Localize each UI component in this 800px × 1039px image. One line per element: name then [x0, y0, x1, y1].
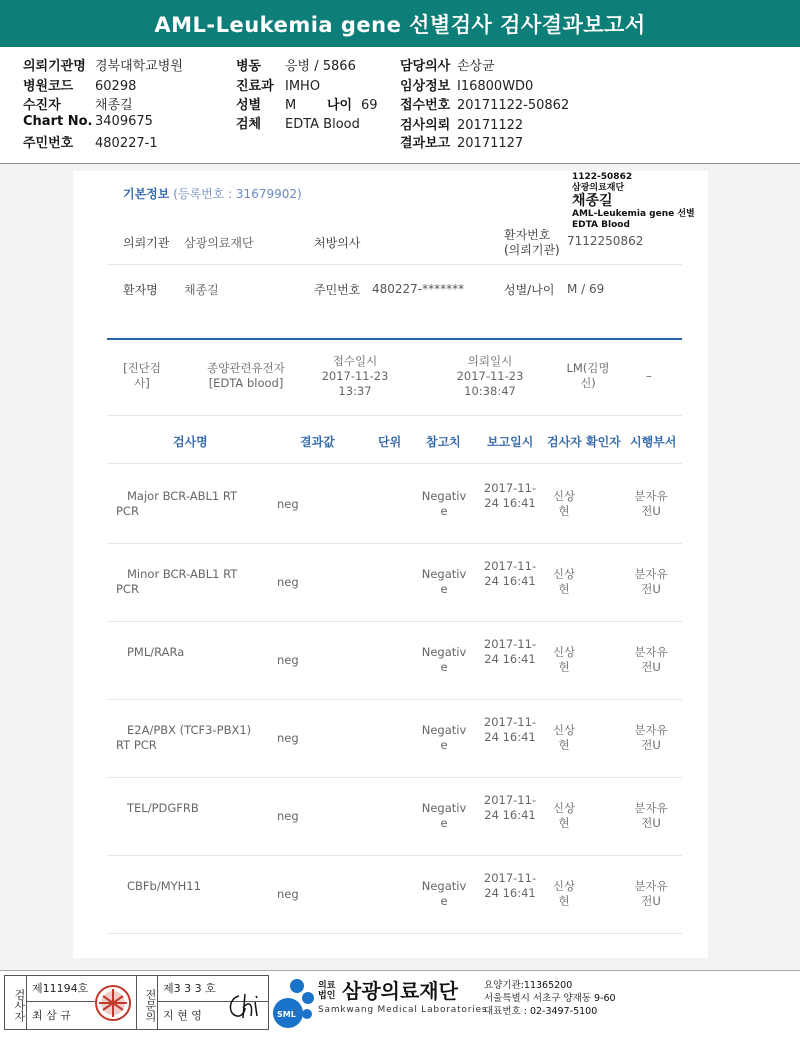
tester-name: 신상현	[552, 801, 576, 830]
specialist-label: 전문의	[136, 976, 158, 1029]
received-label: 접수일시	[332, 354, 378, 368]
header-value: 응병 / 5866	[285, 59, 356, 74]
header-row	[400, 75, 533, 94]
section-divider	[107, 338, 682, 340]
reference-value: Negative	[421, 879, 467, 908]
header-row	[236, 113, 360, 132]
age-label: 나이	[327, 98, 353, 113]
header-row	[400, 94, 569, 113]
requested-label: 의뢰일시	[467, 354, 513, 368]
org-name: 삼광의료재단	[342, 979, 458, 1003]
header-row	[23, 94, 133, 113]
order-test: 종양관련유전자[EDTA blood]	[207, 361, 285, 390]
order-received	[314, 354, 396, 399]
header-label: 수진자	[23, 98, 61, 113]
col-header-reference: 참고치	[426, 435, 461, 449]
institution-value: 삼광의료재단	[184, 236, 254, 250]
reference-value: Negative	[421, 489, 467, 518]
header-row	[400, 114, 523, 133]
report-date: 2017-11-24 16:41	[483, 559, 537, 588]
header-value: I16800WD0	[457, 79, 534, 94]
report-date: 2017-11-24 16:41	[483, 481, 537, 510]
header-value: IMHO	[285, 79, 321, 94]
requested-value: 2017-11-23 10:38:47	[456, 369, 524, 398]
test-name: Major BCR-ABL1 RT PCR	[116, 489, 238, 518]
test-name: PML/RARa	[127, 645, 185, 659]
tester-name: 신상현	[552, 723, 576, 752]
specialist-license: 제3 3 3 호	[158, 976, 268, 1002]
test-name: E2A/PBX (TCF3-PBX1) RT PCR	[116, 723, 252, 752]
col-header-report-date: 보고일시	[487, 435, 534, 449]
divider	[107, 415, 682, 416]
reference-value: Negative	[421, 645, 467, 674]
order-doctor: LM(김명신)	[566, 361, 610, 390]
department: 분자유전U	[634, 879, 668, 908]
header-label: 검체	[236, 117, 262, 132]
order-type: [진단검사]	[123, 361, 161, 390]
rrn-label: 주민번호	[314, 283, 361, 297]
reference-value: Negative	[421, 567, 467, 596]
header-label: 병원코드	[23, 79, 74, 94]
header-label: 접수번호	[400, 98, 451, 113]
col-header-confirmer: 확인자	[586, 435, 621, 449]
report-date: 2017-11-24 16:41	[483, 637, 537, 666]
tester-name: 최 삼 규	[32, 1009, 71, 1022]
row-divider	[107, 777, 682, 778]
result-value: neg	[277, 731, 299, 745]
order-requested	[434, 354, 546, 399]
col-header-tester: 검사자	[547, 435, 582, 449]
patient-name-value: 채종길	[184, 283, 219, 297]
header-row	[23, 132, 158, 151]
header-label: Chart No.	[23, 114, 93, 129]
sml-logo	[270, 977, 318, 1035]
department: 분자유전U	[634, 645, 668, 674]
header-label: 담당의사	[400, 59, 451, 74]
row-divider	[107, 855, 682, 856]
header-value: 경북대학교병원	[95, 59, 183, 74]
basic-info-heading	[123, 185, 302, 202]
tester-name: 신상현	[552, 645, 576, 674]
header-value: M	[285, 98, 297, 113]
institution-code: 요양기관:11365200	[484, 980, 573, 991]
doctor-label: 처방의사	[314, 236, 361, 250]
patient-name-label: 환자명	[123, 283, 158, 297]
report-footer	[0, 970, 800, 1039]
header-row	[400, 55, 495, 74]
result-value: neg	[277, 809, 299, 823]
header-row	[236, 75, 320, 94]
reference-value: Negative	[421, 723, 467, 752]
header-value: EDTA Blood	[285, 117, 360, 132]
header-value: 480227-1	[95, 136, 158, 151]
header-value: 손상균	[457, 59, 495, 74]
patient-no-sublabel: (의뢰기관)	[504, 243, 560, 257]
sex-age-label: 성별/나이	[504, 283, 555, 297]
header-row	[23, 75, 136, 94]
tester-label: 검사자	[5, 976, 27, 1029]
specialist-name: 지 현 영	[163, 1009, 202, 1022]
specialist-signature	[223, 990, 265, 1028]
header-row	[236, 55, 356, 74]
rrn-value: 480227-*******	[372, 282, 465, 296]
registration-number: (등록번호 : 31679902)	[173, 187, 302, 201]
result-value: neg	[277, 497, 299, 511]
org-prefix-1: 의료	[318, 981, 336, 991]
sticker-test: AML-Leukemia gene 선별	[572, 209, 695, 219]
tester-name: 신상현	[552, 879, 576, 908]
col-header-result: 결과값	[300, 435, 335, 449]
header-label: 의뢰기관명	[23, 59, 86, 74]
test-name: TEL/PDGFRB	[127, 801, 199, 815]
sticker-org: 삼광의료재단	[572, 182, 625, 193]
tester-license: 제11194호	[27, 976, 95, 1002]
org-address: 서울특별시 서초구 양재동 9-60	[484, 993, 616, 1004]
header-label: 주민번호	[23, 136, 74, 151]
department: 분자유전U	[634, 723, 668, 752]
header-row	[400, 132, 523, 151]
tester-seal	[93, 984, 133, 1026]
header-label: 병동	[236, 59, 262, 74]
header-value: 20171127	[457, 136, 524, 151]
age-value: 69	[361, 98, 378, 113]
report-header	[0, 48, 800, 164]
tester-name: 신상현	[552, 489, 576, 518]
header-label: 진료과	[236, 79, 274, 94]
row-divider	[107, 543, 682, 544]
header-value: 3409675	[95, 114, 153, 129]
header-value: 20171122-50862	[457, 98, 570, 113]
department: 분자유전U	[634, 567, 668, 596]
report-date: 2017-11-24 16:41	[483, 715, 537, 744]
patient-no-label: 환자번호	[504, 228, 551, 242]
sex-age-value: M / 69	[567, 282, 605, 296]
row-divider	[107, 933, 682, 934]
test-name: Minor BCR-ABL1 RT PCR	[116, 567, 238, 596]
org-english-name: Samkwang Medical Laboratories	[318, 1005, 488, 1015]
header-label: 결과보고	[400, 136, 451, 151]
order-dash: –	[646, 369, 652, 383]
patient-no-value: 7112250862	[567, 234, 644, 248]
col-header-department: 시행부서	[630, 435, 677, 449]
result-value: neg	[277, 653, 299, 667]
logo-text: SML	[277, 1010, 296, 1019]
sticker-specimen: EDTA Blood	[572, 219, 630, 230]
specimen-sticker	[572, 172, 695, 230]
header-value: 20171122	[457, 118, 524, 133]
org-phone: 대표번호 : 02-3497-5100	[484, 1006, 598, 1017]
reference-value: Negative	[421, 801, 467, 830]
org-prefix	[318, 981, 335, 1001]
report-date: 2017-11-24 16:41	[483, 793, 537, 822]
test-name: CBFb/MYH11	[127, 879, 201, 893]
col-header-test: 검사명	[173, 435, 208, 449]
row-divider	[107, 699, 682, 700]
header-label: 성별	[236, 98, 262, 113]
header-value: 60298	[95, 79, 137, 94]
row-divider	[107, 621, 682, 622]
header-row	[23, 114, 153, 129]
divider	[107, 463, 682, 464]
report-date: 2017-11-24 16:41	[483, 871, 537, 900]
col-header-unit: 단위	[378, 435, 402, 449]
basic-info-title: 기본정보	[123, 187, 170, 201]
header-value: 채종길	[95, 98, 133, 113]
sticker-name: 채종길	[572, 193, 613, 209]
result-value: neg	[277, 887, 299, 901]
org-contact	[484, 979, 616, 1018]
sticker-accession: 1122-50862	[572, 172, 633, 182]
report-title: AML-Leukemia gene 선별검사 검사결과보고서	[0, 0, 800, 47]
received-value: 2017-11-23 13:37	[321, 369, 389, 398]
result-value: neg	[277, 575, 299, 589]
header-label: 검사의뢰	[400, 118, 451, 133]
header-row	[23, 55, 183, 74]
tester-name: 신상현	[552, 567, 576, 596]
department: 분자유전U	[634, 801, 668, 830]
header-row	[236, 94, 378, 113]
org-prefix-2: 법인	[318, 991, 336, 1001]
signature-box	[4, 975, 269, 1030]
divider	[107, 264, 682, 265]
header-label: 임상정보	[400, 79, 451, 94]
department: 분자유전U	[634, 489, 668, 518]
institution-label: 의뢰기관	[123, 236, 170, 250]
